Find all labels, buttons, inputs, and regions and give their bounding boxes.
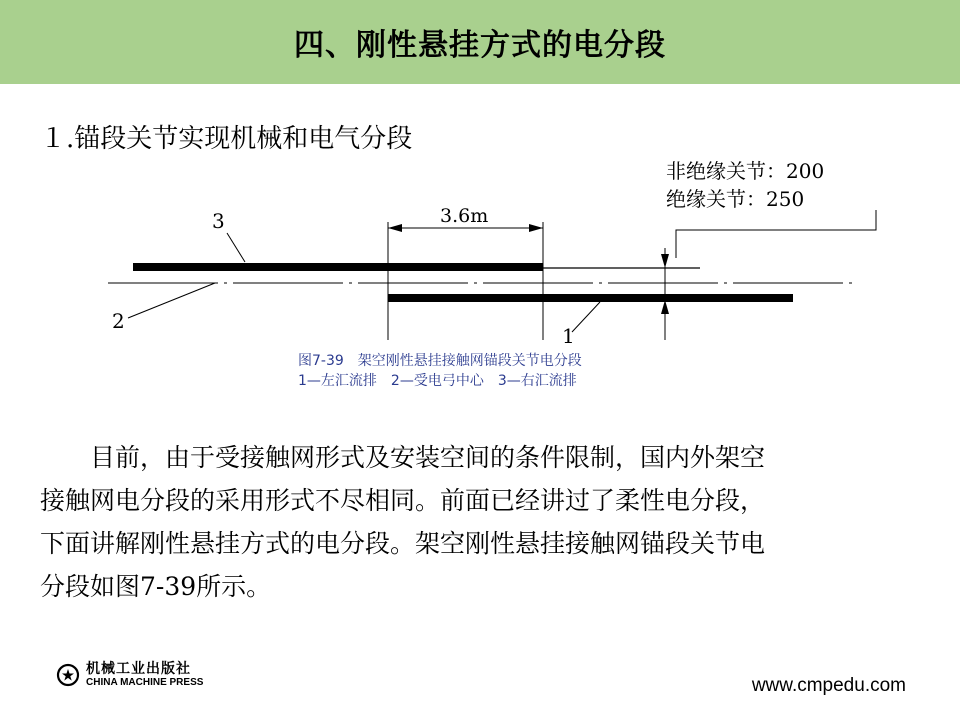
page-title: 四、刚性悬挂方式的电分段 [294, 28, 666, 63]
paragraph-line: 分段如图7-39所示。 [40, 572, 272, 601]
leader-1 [572, 302, 600, 332]
dim-arrow-right [529, 224, 543, 232]
offset-note-2: 绝缘关节：250 [666, 187, 805, 211]
dim-arrow-left [388, 224, 402, 232]
section-heading: １.锚段关节实现机械和电气分段 [40, 124, 413, 154]
publisher-logo [56, 662, 203, 688]
label-2: 2 [112, 309, 125, 333]
offset-note-1: 非绝缘关节：200 [666, 159, 825, 183]
website-link[interactable]: www.cmpedu.com [751, 675, 906, 696]
label-1: 1 [562, 324, 575, 348]
leader-3 [227, 233, 245, 262]
offset-leader [676, 210, 876, 258]
publisher-emblem-icon [56, 663, 80, 687]
label-3: 3 [212, 209, 225, 233]
paragraph-line: 目前，由于受接触网形式及安装空间的条件限制，国内外架空 [40, 443, 766, 472]
body-paragraph [40, 436, 900, 608]
paragraph-line: 接触网电分段的采用形式不尽相同。前面已经讲过了柔性电分段， [40, 486, 766, 515]
dimension-label: 3.6m [440, 205, 489, 227]
left-conductor-rail [388, 294, 793, 302]
publisher-name-en: CHINA MACHINE PRESS [86, 677, 204, 688]
leader-2 [128, 283, 215, 318]
figure-caption-title: 图7-39 架空刚性悬挂接触网锚段关节电分段 [298, 353, 582, 369]
offset-arrow-bottom [661, 300, 669, 314]
publisher-name-cn: 机械工业出版社 [86, 661, 191, 677]
figure-caption-legend: 1—左汇流排 2—受电弓中心 3—右汇流排 [298, 373, 577, 389]
right-conductor-rail [133, 263, 543, 271]
paragraph-line: 下面讲解刚性悬挂方式的电分段。架空刚性悬挂接触网锚段关节电 [40, 529, 766, 558]
